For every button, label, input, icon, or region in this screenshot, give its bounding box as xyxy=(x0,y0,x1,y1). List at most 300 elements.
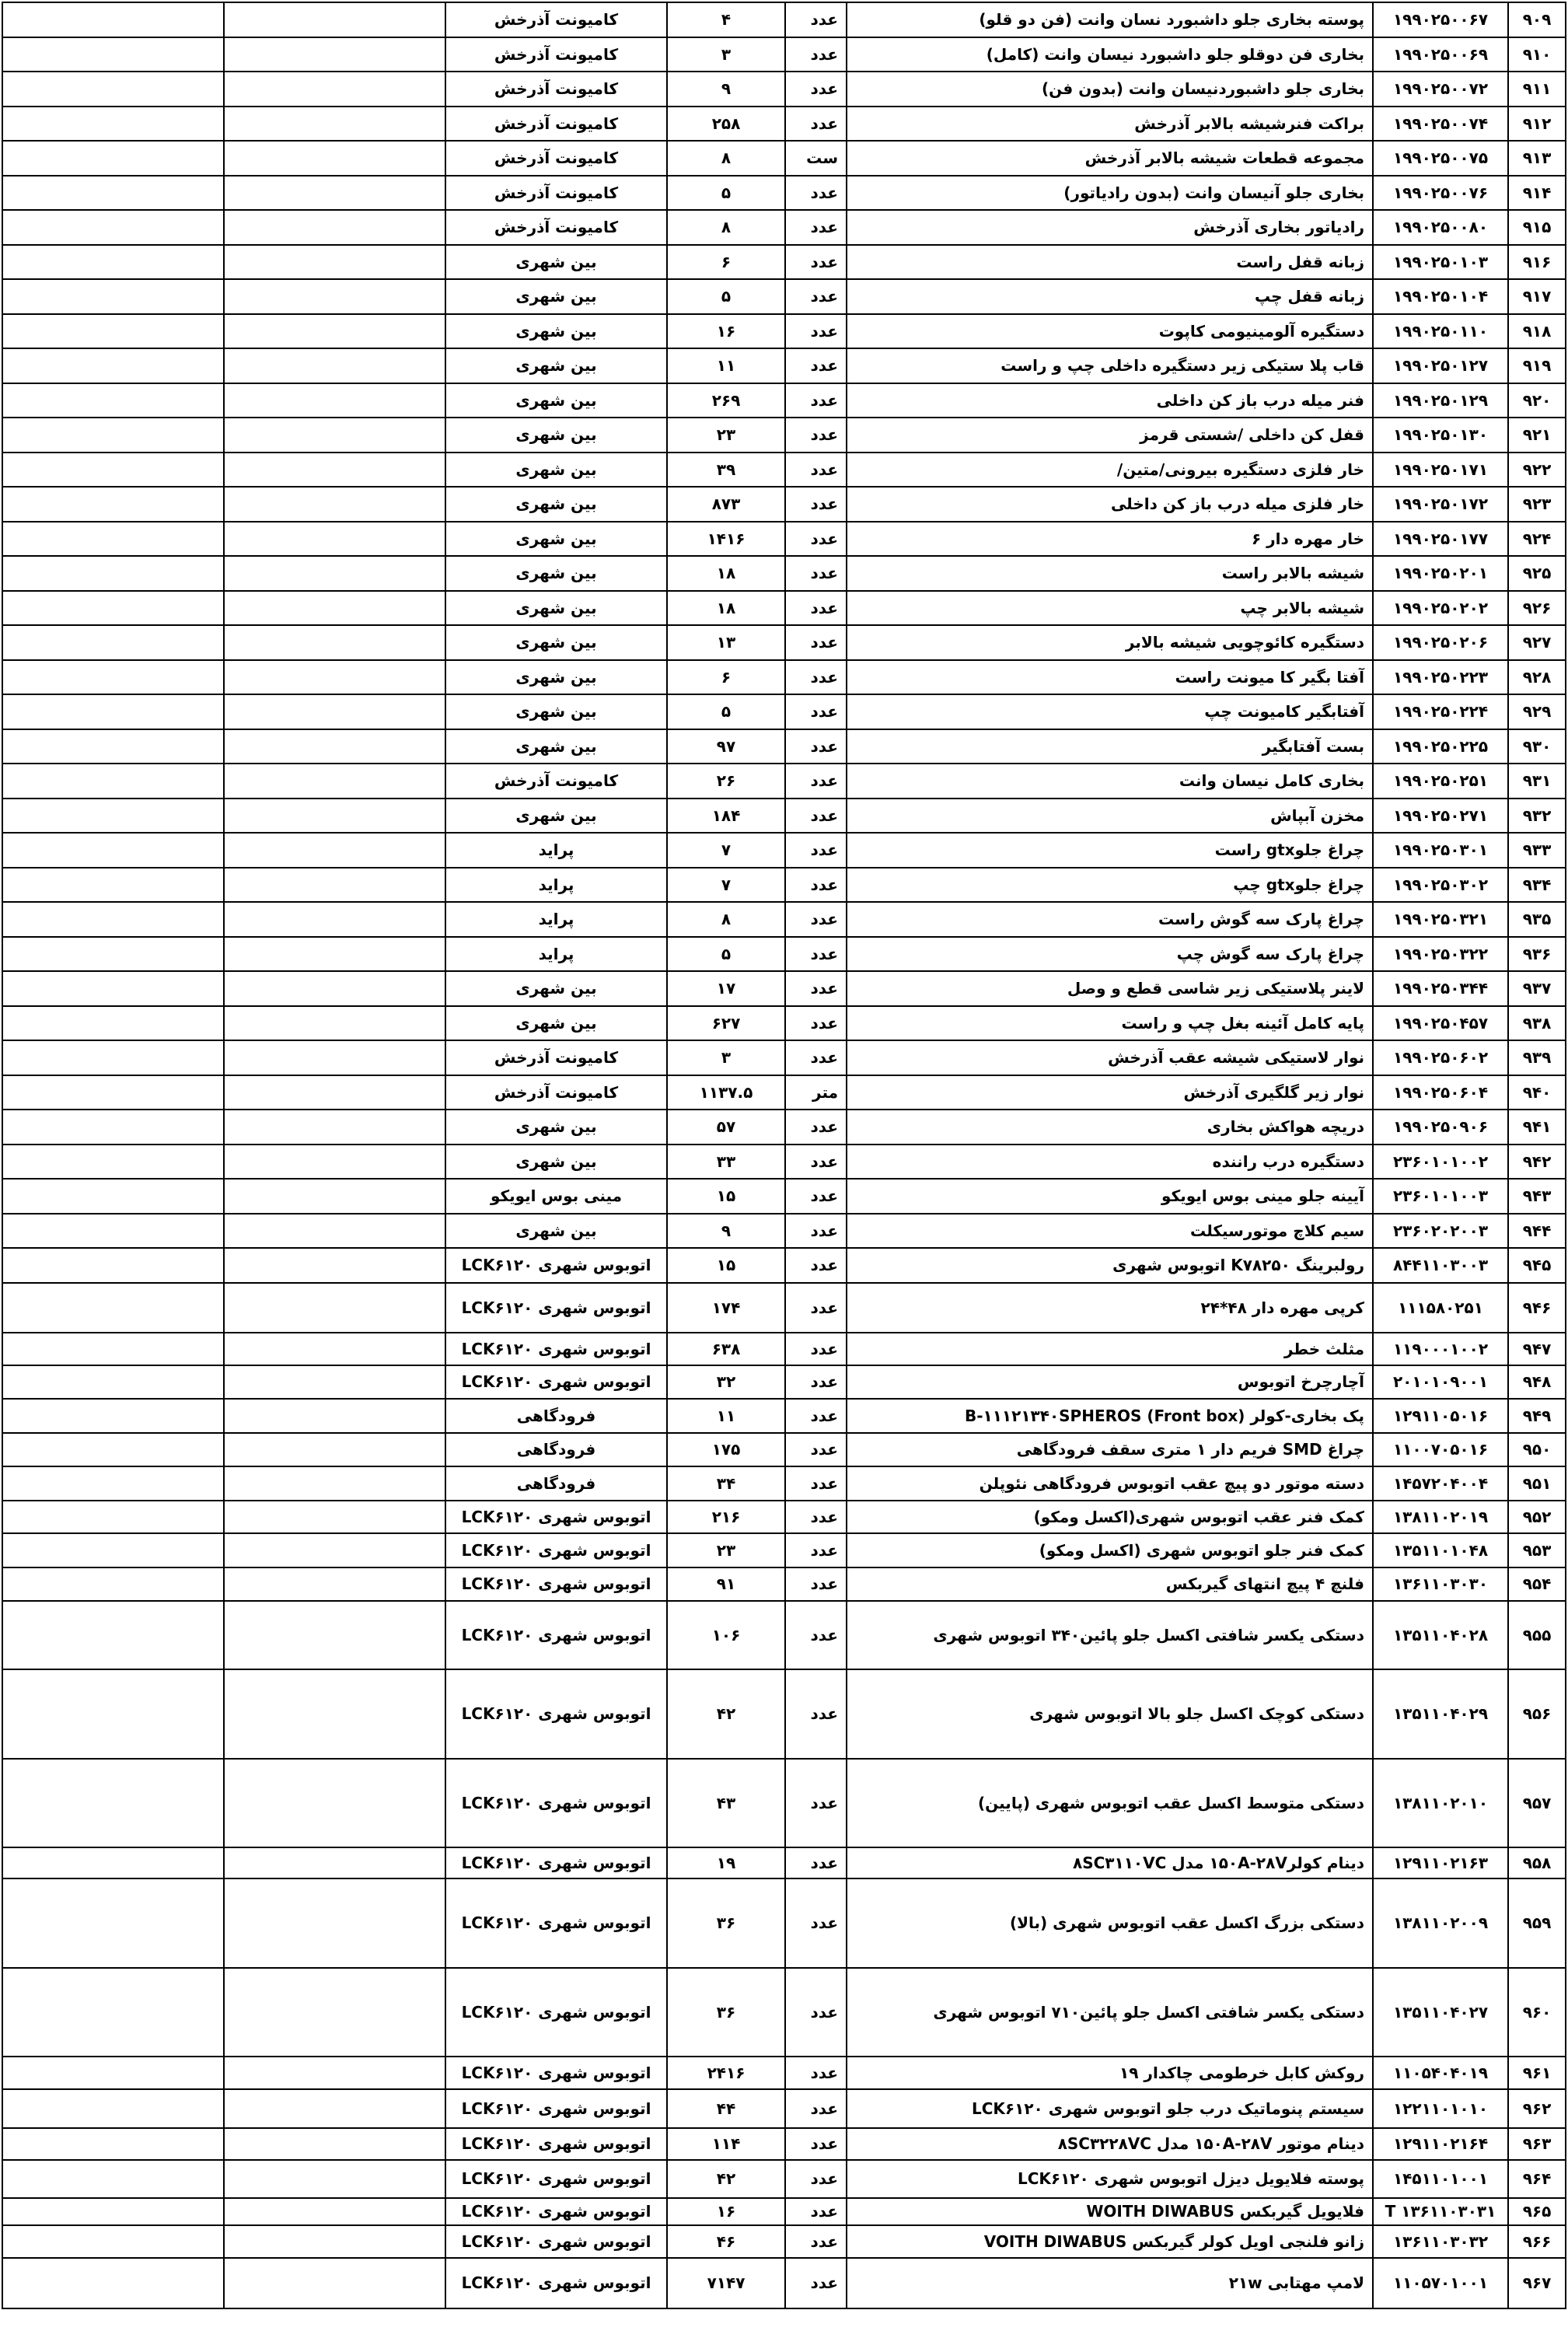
part-name: فلایویل گیربکس WOITH DIWABUS xyxy=(847,2198,1373,2225)
empty-cell xyxy=(2,1399,224,1433)
table-row xyxy=(2,2,1566,37)
part-name: آفتا بگیر کا میونت راست xyxy=(847,660,1373,695)
quantity: ۸ xyxy=(667,141,785,176)
category: کامیونت آذرخش xyxy=(445,764,667,799)
quantity: ۶ xyxy=(667,660,785,695)
unit: عدد xyxy=(785,210,847,245)
part-name: خار فلزی میله درب باز کن داخلی xyxy=(847,487,1373,522)
empty-cell xyxy=(224,72,445,107)
quantity: ۱۸ xyxy=(667,591,785,626)
row-number: ۹۵۸ xyxy=(1508,1847,1566,1878)
row-number: ۹۲۵ xyxy=(1508,556,1566,591)
empty-cell xyxy=(224,314,445,349)
unit: عدد xyxy=(785,1433,847,1466)
table-row xyxy=(2,314,1566,349)
empty-cell xyxy=(2,2,224,37)
quantity: ۲۳ xyxy=(667,1533,785,1567)
table-row xyxy=(2,1501,1566,1533)
row-number: ۹۱۸ xyxy=(1508,314,1566,349)
part-name: بست آفتابگیر xyxy=(847,729,1373,764)
empty-cell xyxy=(224,348,445,383)
unit: عدد xyxy=(785,2225,847,2258)
part-name: خار مهره دار ۶ xyxy=(847,522,1373,557)
quantity: ۳۶ xyxy=(667,1878,785,1968)
table-row xyxy=(2,1466,1566,1501)
empty-cell xyxy=(2,2258,224,2308)
table-row xyxy=(2,902,1566,937)
unit: عدد xyxy=(785,2057,847,2089)
empty-cell xyxy=(224,1533,445,1567)
unit: عدد xyxy=(785,902,847,937)
row-number: ۹۰۹ xyxy=(1508,2,1566,37)
part-name: فنر میله درب باز کن داخلی xyxy=(847,383,1373,418)
table-row xyxy=(2,660,1566,695)
row-number: ۹۱۰ xyxy=(1508,37,1566,72)
table-row xyxy=(2,1333,1566,1365)
table-row xyxy=(2,694,1566,729)
quantity: ۱۷۵ xyxy=(667,1433,785,1466)
quantity: ۴۳ xyxy=(667,1759,785,1847)
row-number: ۹۳۸ xyxy=(1508,1006,1566,1041)
table-row xyxy=(2,453,1566,488)
category: اتوبوس شهری LCK۶۱۲۰ xyxy=(445,2198,667,2225)
category: بین شهری xyxy=(445,799,667,834)
empty-cell xyxy=(224,1040,445,1075)
empty-cell xyxy=(224,141,445,176)
part-code: ۱۹۹۰۲۵۰۳۲۲ xyxy=(1373,937,1508,972)
unit: عدد xyxy=(785,107,847,142)
part-code: ۱۳۸۱۱۰۲۰۱۰ xyxy=(1373,1759,1508,1847)
table-row xyxy=(2,833,1566,868)
quantity: ۷ xyxy=(667,833,785,868)
category: اتوبوس شهری LCK۶۱۲۰ xyxy=(445,2057,667,2089)
unit: ست xyxy=(785,141,847,176)
table-row xyxy=(2,2258,1566,2308)
empty-cell xyxy=(224,729,445,764)
empty-cell xyxy=(2,764,224,799)
table-row xyxy=(2,522,1566,557)
empty-cell xyxy=(2,176,224,211)
part-name: شیشه بالابر راست xyxy=(847,556,1373,591)
quantity: ۱۷۴ xyxy=(667,1283,785,1333)
category: بین شهری xyxy=(445,660,667,695)
empty-cell xyxy=(2,1466,224,1501)
unit: عدد xyxy=(785,729,847,764)
quantity: ۵۷ xyxy=(667,1110,785,1145)
table-row xyxy=(2,1669,1566,1759)
part-name: سیستم پنوماتیک درب جلو اتوبوس شهری LCK۶۱۲۰ xyxy=(847,2089,1373,2128)
empty-cell xyxy=(2,660,224,695)
empty-cell xyxy=(2,2160,224,2198)
category: کامیونت آذرخش xyxy=(445,1075,667,1110)
row-number: ۹۵۴ xyxy=(1508,1567,1566,1601)
row-number: ۹۲۰ xyxy=(1508,383,1566,418)
table-row xyxy=(2,1006,1566,1041)
part-name: دسته موتور دو پیچ عقب اتوبوس فرودگاهی نئوپلن xyxy=(847,1466,1373,1501)
table-row xyxy=(2,1365,1566,1399)
part-name: کرپی مهره دار ۴۸*۲۴ xyxy=(847,1283,1373,1333)
part-code: ۱۱۰۵۴۰۴۰۱۹ xyxy=(1373,2057,1508,2089)
quantity: ۱۵ xyxy=(667,1179,785,1214)
empty-cell xyxy=(2,1847,224,1878)
category: اتوبوس شهری LCK۶۱۲۰ xyxy=(445,1248,667,1283)
table-row xyxy=(2,625,1566,660)
category: کامیونت آذرخش xyxy=(445,2,667,37)
part-name: فلنچ ۴ پیچ انتهای گیربکس xyxy=(847,1567,1373,1601)
empty-cell xyxy=(224,1333,445,1365)
part-name: آچارچرخ اتوبوس xyxy=(847,1365,1373,1399)
quantity: ۲۱۶ xyxy=(667,1501,785,1533)
quantity: ۱۶ xyxy=(667,314,785,349)
quantity: ۱۸ xyxy=(667,556,785,591)
part-code: ۱۹۹۰۲۵۰۱۲۹ xyxy=(1373,383,1508,418)
category: اتوبوس شهری LCK۶۱۲۰ xyxy=(445,1601,667,1669)
table-row xyxy=(2,799,1566,834)
category: بین شهری xyxy=(445,348,667,383)
empty-cell xyxy=(2,868,224,903)
empty-cell xyxy=(2,72,224,107)
category: بین شهری xyxy=(445,971,667,1006)
empty-cell xyxy=(224,556,445,591)
unit: عدد xyxy=(785,1601,847,1669)
part-code: ۱۹۹۰۲۵۰۰۶۷ xyxy=(1373,2,1508,37)
empty-cell xyxy=(2,1601,224,1669)
category: اتوبوس شهری LCK۶۱۲۰ xyxy=(445,1333,667,1365)
unit: عدد xyxy=(785,660,847,695)
part-code: ۱۳۵۱۱۰۴۰۲۸ xyxy=(1373,1601,1508,1669)
table-row xyxy=(2,2198,1566,2225)
category: اتوبوس شهری LCK۶۱۲۰ xyxy=(445,2258,667,2308)
table-row xyxy=(2,1399,1566,1433)
unit: عدد xyxy=(785,348,847,383)
empty-cell xyxy=(224,971,445,1006)
quantity: ۳ xyxy=(667,1040,785,1075)
empty-cell xyxy=(2,2057,224,2089)
row-number: ۹۴۰ xyxy=(1508,1075,1566,1110)
quantity: ۳۶ xyxy=(667,1968,785,2057)
row-number: ۹۱۳ xyxy=(1508,141,1566,176)
part-code: ۸۴۴۱۱۰۳۰۰۳ xyxy=(1373,1248,1508,1283)
unit: متر xyxy=(785,1075,847,1110)
category: اتوبوس شهری LCK۶۱۲۰ xyxy=(445,1501,667,1533)
row-number: ۹۲۹ xyxy=(1508,694,1566,729)
unit: عدد xyxy=(785,1040,847,1075)
row-number: ۹۶۶ xyxy=(1508,2225,1566,2258)
part-name: زبانه قفل چپ xyxy=(847,279,1373,314)
part-name: دستکی کوچک اکسل جلو بالا اتوبوس شهری xyxy=(847,1669,1373,1759)
unit: عدد xyxy=(785,937,847,972)
part-code: ۱۹۹۰۲۵۰۱۰۴ xyxy=(1373,279,1508,314)
row-number: ۹۵۱ xyxy=(1508,1466,1566,1501)
empty-cell xyxy=(224,1567,445,1601)
table-row xyxy=(2,279,1566,314)
part-name: کمک فنر جلو اتوبوس شهری (اکسل ومکو) xyxy=(847,1533,1373,1567)
unit: عدد xyxy=(785,625,847,660)
empty-cell xyxy=(224,522,445,557)
empty-cell xyxy=(2,1669,224,1759)
empty-cell xyxy=(224,107,445,142)
row-number: ۹۱۶ xyxy=(1508,245,1566,280)
empty-cell xyxy=(2,1283,224,1333)
category: بین شهری xyxy=(445,1214,667,1249)
table-row xyxy=(2,1533,1566,1567)
quantity: ۴۲ xyxy=(667,1669,785,1759)
part-code: ۱۳۵۱۱۰۴۰۲۷ xyxy=(1373,1968,1508,2057)
part-name: سیم کلاچ موتورسیکلت xyxy=(847,1214,1373,1249)
part-code: ۱۲۹۱۱۰۲۱۶۴ xyxy=(1373,2128,1508,2160)
part-name: پوسته فلایویل دیزل اتوبوس شهری LCK۶۱۲۰ xyxy=(847,2160,1373,2198)
unit: عدد xyxy=(785,522,847,557)
part-name: نوار زیر گلگیری آذرخش xyxy=(847,1075,1373,1110)
quantity: ۱۷ xyxy=(667,971,785,1006)
part-name: شیشه بالابر چپ xyxy=(847,591,1373,626)
empty-cell xyxy=(2,556,224,591)
empty-cell xyxy=(2,1968,224,2057)
unit: عدد xyxy=(785,764,847,799)
empty-cell xyxy=(2,1365,224,1399)
unit: عدد xyxy=(785,279,847,314)
unit: عدد xyxy=(785,1145,847,1179)
table-row xyxy=(2,2160,1566,2198)
quantity: ۲۶۹ xyxy=(667,383,785,418)
part-name: بخاری جلو آنیسان وانت (بدون رادیاتور) xyxy=(847,176,1373,211)
quantity: ۲۴۱۶ xyxy=(667,2057,785,2089)
part-code: ۱۹۹۰۲۵۰۲۷۱ xyxy=(1373,799,1508,834)
quantity: ۱۰۶ xyxy=(667,1601,785,1669)
empty-cell xyxy=(224,2057,445,2089)
part-name: چراغ جلوgtx راست xyxy=(847,833,1373,868)
quantity: ۴۴ xyxy=(667,2089,785,2128)
part-code: ۱۹۹۰۲۵۰۱۲۷ xyxy=(1373,348,1508,383)
empty-cell xyxy=(224,2198,445,2225)
empty-cell xyxy=(2,279,224,314)
row-number: ۹۶۰ xyxy=(1508,1968,1566,2057)
unit: عدد xyxy=(785,2160,847,2198)
unit: عدد xyxy=(785,1847,847,1878)
quantity: ۶ xyxy=(667,245,785,280)
unit: عدد xyxy=(785,1399,847,1433)
part-code: ۱۹۹۰۲۵۰۲۲۵ xyxy=(1373,729,1508,764)
part-name: دستگیره آلومینیومی کاپوت xyxy=(847,314,1373,349)
row-number: ۹۱۱ xyxy=(1508,72,1566,107)
part-name: آیینه جلو مینی بوس ایویکو xyxy=(847,1179,1373,1214)
quantity: ۲۶ xyxy=(667,764,785,799)
unit: عدد xyxy=(785,1878,847,1968)
row-number: ۹۶۵ xyxy=(1508,2198,1566,2225)
empty-cell xyxy=(224,1759,445,1847)
empty-cell xyxy=(224,2225,445,2258)
unit: عدد xyxy=(785,1283,847,1333)
category: اتوبوس شهری LCK۶۱۲۰ xyxy=(445,1669,667,1759)
table-row xyxy=(2,2128,1566,2160)
empty-cell xyxy=(224,660,445,695)
empty-cell xyxy=(224,1075,445,1110)
unit: عدد xyxy=(785,1179,847,1214)
empty-cell xyxy=(2,1179,224,1214)
empty-cell xyxy=(2,1040,224,1075)
empty-cell xyxy=(2,487,224,522)
unit: عدد xyxy=(785,1365,847,1399)
part-code: ۱۹۹۰۲۵۰۰۷۵ xyxy=(1373,141,1508,176)
part-code: ۱۹۹۰۲۵۰۰۶۹ xyxy=(1373,37,1508,72)
empty-cell xyxy=(224,902,445,937)
unit: عدد xyxy=(785,1533,847,1567)
quantity: ۴۲ xyxy=(667,2160,785,2198)
quantity: ۵ xyxy=(667,694,785,729)
quantity: ۶۳۸ xyxy=(667,1333,785,1365)
part-name: زانو فلنجی اویل کولر گیربکس VOITH DIWABUS xyxy=(847,2225,1373,2258)
part-code: ۱۹۹۰۲۵۰۱۰۳ xyxy=(1373,245,1508,280)
category: بین شهری xyxy=(445,729,667,764)
category: کامیونت آذرخش xyxy=(445,107,667,142)
quantity: ۱۸۴ xyxy=(667,799,785,834)
part-name: دستکی متوسط اکسل عقب اتوبوس شهری (پایین) xyxy=(847,1759,1373,1847)
row-number: ۹۳۷ xyxy=(1508,971,1566,1006)
part-name: روکش کابل خرطومی چاکدار ۱۹ xyxy=(847,2057,1373,2089)
part-code: ۱۹۹۰۲۵۰۰۷۴ xyxy=(1373,107,1508,142)
unit: عدد xyxy=(785,176,847,211)
empty-cell xyxy=(2,314,224,349)
category: بین شهری xyxy=(445,314,667,349)
row-number: ۹۴۲ xyxy=(1508,1145,1566,1179)
empty-cell xyxy=(2,902,224,937)
quantity: ۱۴۱۶ xyxy=(667,522,785,557)
part-name: چراغ پارک سه گوش راست xyxy=(847,902,1373,937)
empty-cell xyxy=(2,1567,224,1601)
table-row xyxy=(2,1110,1566,1145)
unit: عدد xyxy=(785,1968,847,2057)
category: اتوبوس شهری LCK۶۱۲۰ xyxy=(445,1878,667,1968)
empty-cell xyxy=(2,1878,224,1968)
part-code: ۱۹۹۰۲۵۰۱۷۲ xyxy=(1373,487,1508,522)
row-number: ۹۵۰ xyxy=(1508,1433,1566,1466)
part-code: ۱۹۹۰۲۵۰۲۲۳ xyxy=(1373,660,1508,695)
part-name: دستگیره درب راننده xyxy=(847,1145,1373,1179)
part-code: ۱۳۵۱۱۰۴۰۲۹ xyxy=(1373,1669,1508,1759)
table-row xyxy=(2,2089,1566,2128)
part-name: قفل کن داخلی /شستی قرمز xyxy=(847,418,1373,453)
empty-cell xyxy=(2,1006,224,1041)
part-code: ۱۲۲۱۱۰۱۰۱۰ xyxy=(1373,2089,1508,2128)
category: پراید xyxy=(445,902,667,937)
unit: عدد xyxy=(785,72,847,107)
part-code: ۱۹۹۰۲۵۰۴۵۷ xyxy=(1373,1006,1508,1041)
part-name: رادیاتور بخاری آذرخش xyxy=(847,210,1373,245)
empty-cell xyxy=(224,383,445,418)
unit: عدد xyxy=(785,833,847,868)
row-number: ۹۲۴ xyxy=(1508,522,1566,557)
table-row xyxy=(2,591,1566,626)
row-number: ۹۴۶ xyxy=(1508,1283,1566,1333)
part-code: ۱۹۹۰۲۵۰۳۲۱ xyxy=(1373,902,1508,937)
empty-cell xyxy=(224,1669,445,1759)
empty-cell xyxy=(2,591,224,626)
category: کامیونت آذرخش xyxy=(445,37,667,72)
row-number: ۹۶۳ xyxy=(1508,2128,1566,2160)
table-row xyxy=(2,1968,1566,2057)
empty-cell xyxy=(2,1145,224,1179)
part-code: ۱۹۹۰۲۵۰۳۴۴ xyxy=(1373,971,1508,1006)
category: بین شهری xyxy=(445,625,667,660)
empty-cell xyxy=(2,971,224,1006)
row-number: ۹۵۶ xyxy=(1508,1669,1566,1759)
row-number: ۹۱۲ xyxy=(1508,107,1566,142)
empty-cell xyxy=(224,2089,445,2128)
empty-cell xyxy=(2,383,224,418)
part-code: ۱۴۵۱۱۰۱۰۰۱ xyxy=(1373,2160,1508,2198)
quantity: ۲۵۸ xyxy=(667,107,785,142)
row-number: ۹۲۳ xyxy=(1508,487,1566,522)
part-code: ۱۹۹۰۲۵۰۶۰۲ xyxy=(1373,1040,1508,1075)
table-row xyxy=(2,937,1566,972)
quantity: ۵ xyxy=(667,176,785,211)
part-name: بخاری فن دوقلو جلو داشبورد نیسان وانت (کامل) xyxy=(847,37,1373,72)
empty-cell xyxy=(2,2128,224,2160)
table-body xyxy=(2,2,1566,2308)
part-name: دستکی یکسر شافتی اکسل جلو پائین۳۴۰ اتوبوس شهری xyxy=(847,1601,1373,1669)
category: کامیونت آذرخش xyxy=(445,210,667,245)
empty-cell xyxy=(224,176,445,211)
row-number: ۹۵۵ xyxy=(1508,1601,1566,1669)
row-number: ۹۲۱ xyxy=(1508,418,1566,453)
row-number: ۹۱۴ xyxy=(1508,176,1566,211)
category: اتوبوس شهری LCK۶۱۲۰ xyxy=(445,2225,667,2258)
category: بین شهری xyxy=(445,1145,667,1179)
category: کامیونت آذرخش xyxy=(445,141,667,176)
empty-cell xyxy=(224,1006,445,1041)
unit: عدد xyxy=(785,868,847,903)
part-name: بخاری جلو داشبوردنیسان وانت (بدون فن) xyxy=(847,72,1373,107)
part-code: ۱۱۱۵۸۰۲۵۱ xyxy=(1373,1283,1508,1333)
table-row xyxy=(2,1248,1566,1283)
empty-cell xyxy=(2,37,224,72)
row-number: ۹۴۱ xyxy=(1508,1110,1566,1145)
quantity: ۴ xyxy=(667,2,785,37)
empty-cell xyxy=(2,141,224,176)
empty-cell xyxy=(2,1075,224,1110)
empty-cell xyxy=(2,1333,224,1365)
unit: عدد xyxy=(785,971,847,1006)
quantity: ۳۲ xyxy=(667,1365,785,1399)
row-number: ۹۵۷ xyxy=(1508,1759,1566,1847)
empty-cell xyxy=(2,1533,224,1567)
empty-cell xyxy=(224,1878,445,1968)
empty-cell xyxy=(2,453,224,488)
row-number: ۹۴۸ xyxy=(1508,1365,1566,1399)
part-code: ۱۹۹۰۲۵۰۲۰۱ xyxy=(1373,556,1508,591)
row-number: ۹۲۷ xyxy=(1508,625,1566,660)
quantity: ۳۴ xyxy=(667,1466,785,1501)
quantity: ۱۵ xyxy=(667,1248,785,1283)
unit: عدد xyxy=(785,2128,847,2160)
table-row xyxy=(2,418,1566,453)
part-code: ۱۱۰۵۷۰۱۰۰۱ xyxy=(1373,2258,1508,2308)
part-name: مخزن آبپاش xyxy=(847,799,1373,834)
row-number: ۹۲۶ xyxy=(1508,591,1566,626)
part-code: ۱۹۹۰۲۵۰۲۰۲ xyxy=(1373,591,1508,626)
row-number: ۹۶۱ xyxy=(1508,2057,1566,2089)
part-code: ۱۳۸۱۱۰۲۰۰۹ xyxy=(1373,1878,1508,1968)
empty-cell xyxy=(2,625,224,660)
empty-cell xyxy=(2,2089,224,2128)
category: بین شهری xyxy=(445,453,667,488)
category: فرودگاهی xyxy=(445,1466,667,1501)
table-row xyxy=(2,868,1566,903)
table-row xyxy=(2,1601,1566,1669)
part-name: چراغ پارک سه گوش چپ xyxy=(847,937,1373,972)
category: بین شهری xyxy=(445,1006,667,1041)
row-number: ۹۶۴ xyxy=(1508,2160,1566,2198)
